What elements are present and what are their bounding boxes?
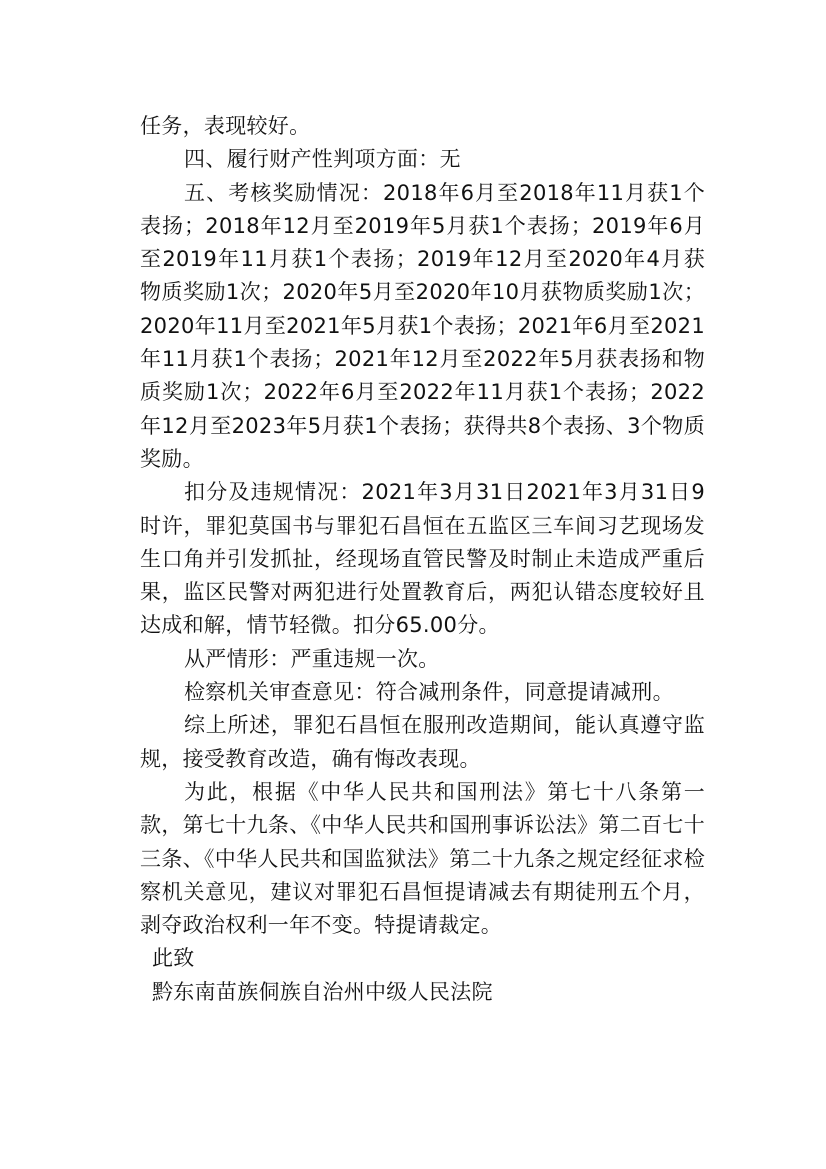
paragraph-legal-basis: 为此，根据《中华人民共和国刑法》第七十八条第一款，第七十九条、《中华人民共和国刑事诉讼法》第二百七十三条、《中华人民共和国监狱法》第二十九条之规定经征求检察机关意见，建议对罪犯石昌恒提请减去有期徒刑五个月，剥夺政治权利一年不变。特提请裁定。 [140, 779, 705, 938]
paragraph-violations: 扣分及违规情况：2021年3月31日2021年3月31日9时许，罪犯莫国书与罪犯石昌恒在五监区三车间习艺现场发生口角并引发抓扯，经现场直管民警及时制止未造成严重后果，监区民警对两犯进行处置教育后，两犯认错态度较好且达成和解，情节轻微。扣分65.00分。 [140, 480, 705, 638]
document-body [140, 110, 705, 1009]
paragraph-procuratorate-opinion: 检察机关审查意见：符合减刑条件，同意提请减刑。 [184, 680, 674, 705]
paragraph-property-judgment: 四、履行财产性判项方面：无 [184, 147, 461, 172]
closing-salutation: 此致 [152, 946, 195, 971]
paragraph-strict-circumstances: 从严情形：严重违规一次。 [184, 646, 440, 671]
paragraph-rewards: 五、考核奖励情况：2018年6月至2018年11月获1个表扬；2018年12月至2019年5月获1个表扬；2019年6月至2019年11月获1个表扬；2019年12月至2020年4月获物质奖励1次；2020年5月至2020年10月获物质奖励1次；2020年11月至2021年5月获1个表扬；2021年6月至2021年11月获1个表扬；2021年12月至2022年5月获表扬和物质奖励1次；2022年6月至2022年11月获1个表扬；2022年12月至2023年5月获1个表扬；获得共8个表扬、3个物质奖励。 [140, 180, 705, 471]
addressee: 黔东南苗族侗族自治州中级人民法院 [152, 979, 493, 1004]
paragraph-summary: 综上所述，罪犯石昌恒在服刑改造期间，能认真遵守监规，接受教育改造，确有悔改表现。 [140, 713, 705, 771]
paragraph-task-performance: 任务，表现较好。 [140, 114, 311, 138]
